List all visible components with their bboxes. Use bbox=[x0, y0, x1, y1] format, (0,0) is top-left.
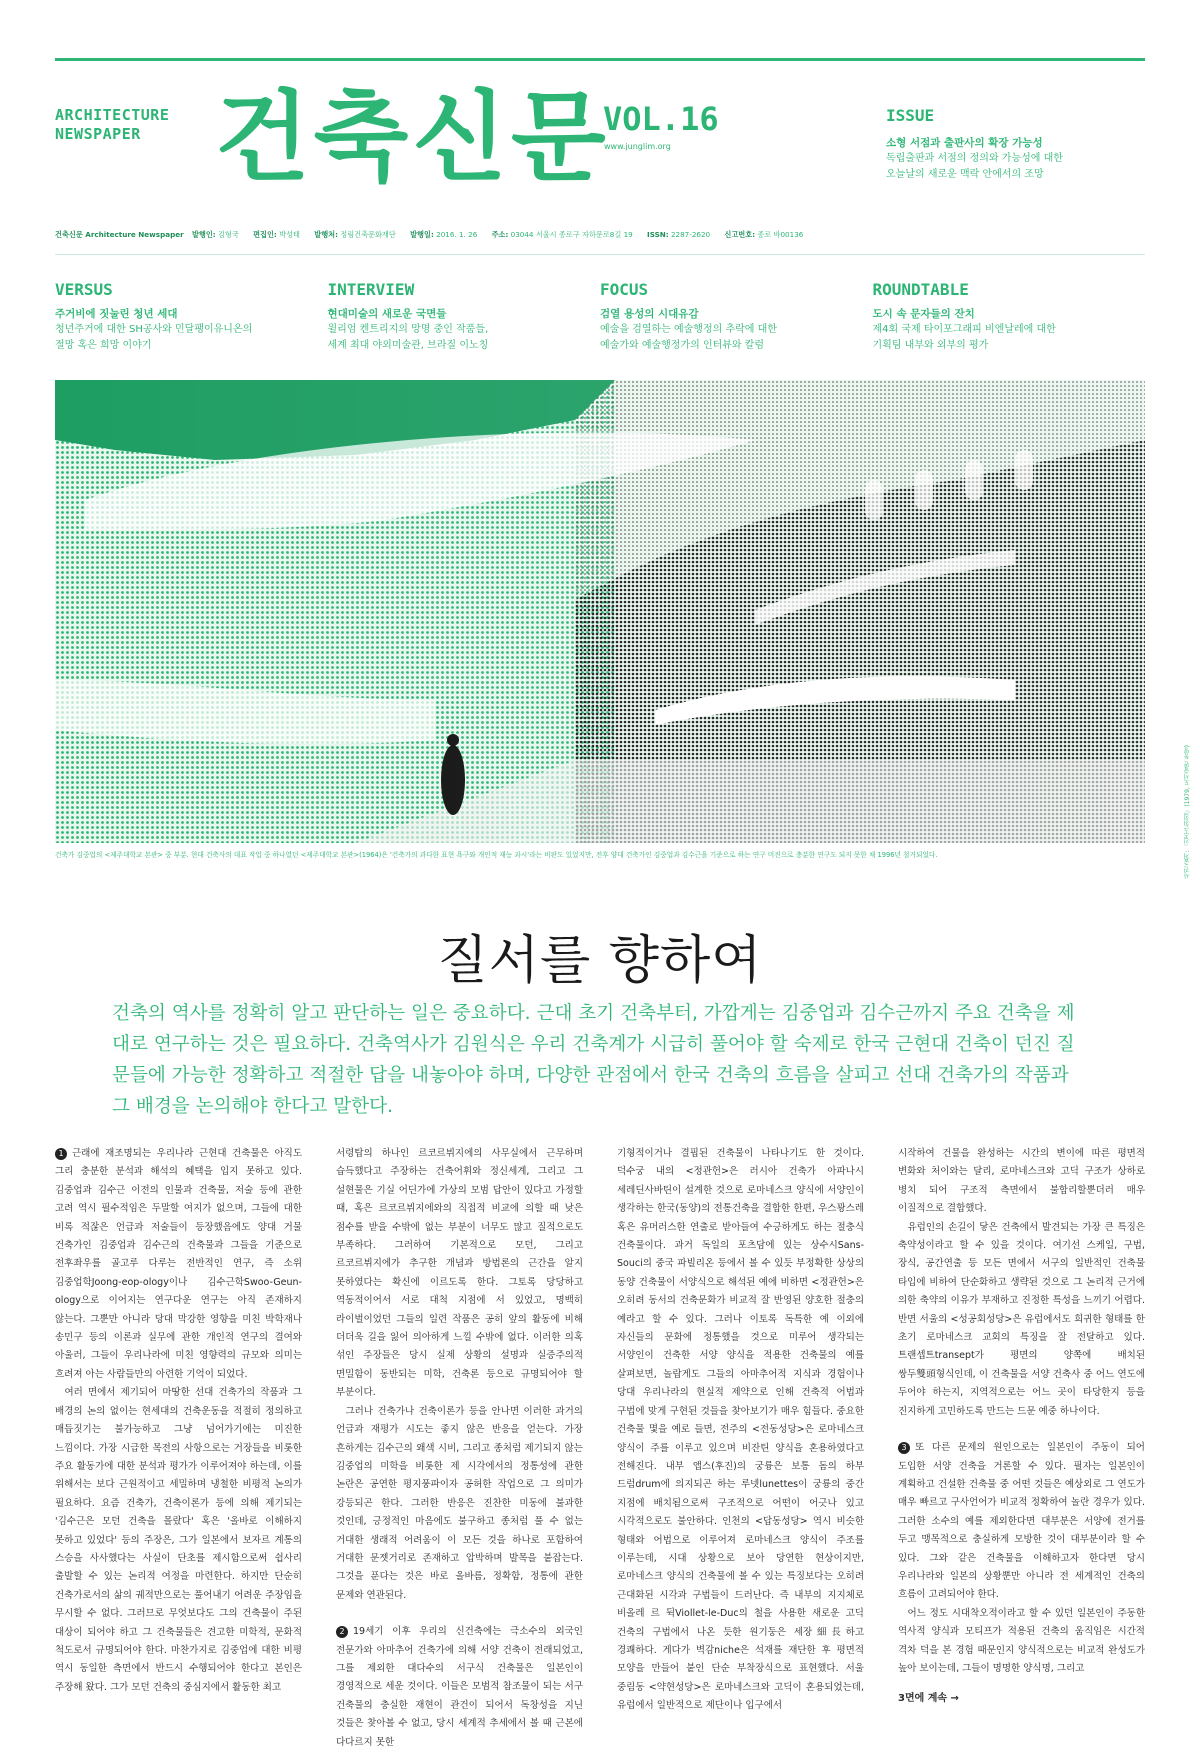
section-subtitle: 도시 속 문자들의 잔치 bbox=[872, 308, 975, 320]
issn: 2287-2620 bbox=[670, 230, 711, 239]
registration-label: 신고번호: bbox=[724, 230, 756, 239]
editor-label: 편집인: bbox=[253, 230, 277, 239]
issue-subtitle: 소형 서점과 출판사의 확장 가능성 bbox=[886, 137, 1043, 149]
photo-caption: 건축가 김중업의 <제주대학교 본관> 중 부분. 현대 건축사의 대표 작업 중 하나였던 <제주대학교 본관>(1964)은 '건축가의 과다한 표현 욕구와 개인적 재능 과시'라는 비판도 있었지만, 전후 양대 건축가인 김중업과 김수근을 기준으로 하는 연구 미진으로 충분한 연구도 되지 못한 채 1996년 철거되었다. bbox=[55, 851, 938, 859]
colophon-title: 건축신문 Architecture Newspaper bbox=[55, 230, 184, 239]
paragraph: 근래에 재조명되는 우리나라 근현대 건축물은 아직도 그리 충분한 분석과 해석의 혜택을 입지 못하고 있다. 김중업과 김수근 이전의 인물과 건축물, 저술 등에 관한 고려 역시 필수적임은 두말할 여지가 없으며, 그들에 대한 비록 적잖은 언급과 저술들이 등장했음에도 양대 거물 건축가인 김중업과 김수근의 건축물과 그들을 기준으로 전후좌우를 골고루 다루는 전반적인 연구, 즉 소위 김중업학Joong-eop-ology이나 김수근학Swoo-Geun-ology으로 이어지는 연구다운 연구는 아직 존재하지 않는다. 그뿐만 아니라 당대 막강한 영향을 미친 박학재나 송민구 등의 이론과 실무에 관한 개인적 연구의 결여와 아울러, 그들이 우리나라에 미친 영향력의 규모와 의미는 흐려져 아는 사람들만의 아련한 기억이 되었다. bbox=[55, 1148, 302, 1380]
issue-box bbox=[886, 106, 1156, 183]
date-label: 발행일: bbox=[410, 230, 434, 239]
registration-number: 종로 바00136 bbox=[757, 230, 804, 239]
paragraph: 서령탑의 하나인 르코르뷔지에의 사무실에서 근무하며 습득했다고 주장하는 건축어휘와 정신세계, 그리고 그 설현물은 기실 어딘가에 가상의 모범 답안이 있다고 가정할 때, 혹은 르코르뷔지에와의 직접적 비교에 의할 때 낮은 점수를 받을 수밖에 없는 부분이 너무도 많고 질적으로도 부족하다. 그러하여 기본적으로 모던, 그리고 르코르뷔지에가 추구한 개념과 방법론의 근간을 알지 못하였다는 확신에 이르도록 한다. 그토록 당당하고 역동적이어서 서로 대척 지점에 서 있었고, 명백히 라이벌이었던 그들의 일련 작품은 공히 앞의 활동에 비해 더더욱 길을 잃어 의아하게 느낄 수밖에 없다. 이러한 의혹 섞인 주장들은 당시 실제 상황의 설명과 실증주의적 면밀함이 동반되는 미학, 건축론 등으로 규명되어야 할 부분이다. bbox=[336, 1148, 583, 1399]
section-line: 제4회 국제 타이포그래피 비엔날레에 대한 bbox=[872, 324, 1056, 335]
publisher: 김형국 bbox=[217, 230, 239, 239]
brand-korean-logo: 건축신문 bbox=[215, 81, 610, 195]
section-heading: INTERVIEW bbox=[327, 280, 415, 299]
issuer-label: 발행처: bbox=[314, 230, 338, 239]
section-line: 예술가와 예술행정가의 인터뷰와 칼럼 bbox=[600, 340, 765, 351]
paragraph: 시작하여 건물을 완성하는 시간의 변이에 따른 평면적 변화와 처이와는 달리, 로마네스크와 고딕 구조가 상하로 병치 되어 구조적 측면에서 불합리할뿐더러 매우 이질적으로 결합했다. bbox=[898, 1148, 1145, 1215]
section-versus[interactable] bbox=[55, 280, 328, 354]
section-line: 예술을 검열하는 예술행정의 추락에 대한 bbox=[600, 324, 777, 335]
paragraph: 유럽인의 손길이 닿은 건축에서 발견되는 가장 큰 특징은 축약성이라고 할 수 있을 것이다. 여기선 스케일, 구법, 장식, 공간연출 등 모든 면에서 서구의 일반적인 건축물 타입에 비하여 단순화하고 생략된 것으로 그 논리적 근거에 의한 축약의 이유가 부재하고 진정한 특성을 느끼기 어렵다. 반면 서울의 <성공회성당>은 유럽에서도 희귀한 형태를 한 초기 로마네스크 교회의 특징을 잘 전달하고 있다. 트랜셉트transept가 평면의 양쪽에 배치된 쌍두雙頭형식인데, 이 건축물을 서양 건축사 중 어느 연도에 두어야 하는지, 지역적으로는 어느 곳이 타당한지 등을 진지하게 고민하도록 만드는 드문 예중 하나이다. bbox=[898, 1221, 1145, 1417]
issuer: 정림건축문화재단 bbox=[340, 230, 396, 239]
issue-body-line1: 독립출판과 서점의 정의와 가능성에 대한 bbox=[886, 153, 1063, 164]
section-focus[interactable] bbox=[600, 280, 873, 354]
issn-label: ISSN: bbox=[647, 230, 669, 239]
brand-en-line1: ARCHITECTURE bbox=[55, 106, 170, 124]
article-lead: 건축의 역사를 정확히 알고 판단하는 일은 중요하다. 근대 초기 건축부터, 가깝게는 김중업과 김수근까지 주요 건축을 제대로 연구하는 것은 필요하다. 건축역사가 김원식은 우리 건축계가 시급히 풀어야 할 숙제로 한국 근현대 건축이 던진 질문들에 가능한 정확하고 적절한 답을 내놓아야 하며, 다양한 관점에서 한국 건축의 흐름을 살피고 선대 건축가의 작품과 그 배경을 논의해야 한다고 말한다. bbox=[112, 1003, 1075, 1117]
section-subtitle: 검열 용성의 시대유감 bbox=[600, 308, 699, 320]
body-column-1 bbox=[55, 1145, 302, 1752]
feature-photo bbox=[55, 380, 1145, 843]
paragraph: 또 다른 문제의 원인으로는 일본인이 주동이 되어 도입한 서양 건축을 거론할 수 있다. 필자는 일본인이 계획하고 건설한 건축물 중 어떤 것들은 예상외로 그 연도가 매우 빠르고 구사언어가 비교적 정확하여 놀란 경우가 있다. 그러한 소수의 예를 제외한다면 대부분은 서양에 전거를 두고 맹목적으로 충실하게 모방한 것이 대부분이라 할 수 있다. 그와 같은 건축물을 이해하고자 한다면 당시 우리나라와 일본의 상황뿐만 아니라 전 세계적인 건축의 흐름이 고려되어야 한다. bbox=[898, 1442, 1145, 1601]
continue-link[interactable]: 3면에 계속 → bbox=[898, 1693, 959, 1705]
section-line: 세계 최대 야외미술관, 브라질 이노칭 bbox=[327, 340, 489, 351]
section-number-badge: 1 bbox=[55, 1148, 67, 1160]
publish-date: 2016. 1. 26 bbox=[436, 230, 478, 239]
paragraph: 여러 면에서 제기되어 마땅한 선대 건축가의 작품과 그 배경의 논의 없이는 현세대의 건축운동을 적절히 정의하고 매듭짓기는 불가능하고 그냥 넘어가기에는 미진한 느낌이다. 가장 시급한 목전의 사항으로는 거장들을 비롯한 주요 활동가에 대한 분석과 평가가 이루어져야 하는데, 이를 위해서는 보다 근원적이고 세밀하며 냉철한 비평적 논의가 필요하다. 요즘 건축가, 건축이론가 등에 의해 제기되는 '김수근은 모던 건축을 몰랐다' 혹은 '올바로 이해하지 못하고 있었다' 등의 주장은, 그가 일본에서 보자르 계통의 스승을 사사했다는 사실이 단초를 제시함으로써 쉽사리 출발할 수 있는 논리적 여정을 마련한다. 하지만 단순히 건축가로서의 삶의 궤적만으로는 풀어내기 어려운 주장임을 무시할 수 없다. 그러므로 무엇보다도 그의 건축물이 주된 대상이 되어야 하고 그 건축물들은 견고한 미학적, 문화적 척도로서 규명되어야 한다. 마찬가지로 김중업에 대한 비평 역시 동일한 측면에서 반드시 수행되어야 한다고 본인은 주장해 왔다. 그가 모던 건축의 중심지에서 활동한 최고 bbox=[55, 1387, 302, 1693]
section-subtitle: 주거비에 짓눌린 청년 세대 bbox=[55, 308, 178, 320]
section-line: 윌리엄 켄트리지의 망명 중인 작품들, bbox=[327, 324, 489, 335]
halftone-building-image bbox=[55, 380, 1145, 843]
publisher-label: 발행인: bbox=[191, 230, 216, 239]
section-line: 기획팀 내부와 외부의 평가 bbox=[872, 340, 989, 351]
address-label: 주소: bbox=[491, 230, 509, 239]
paragraph: 그러나 건축가나 건축이론가 등을 안나면 이러한 과거의 언급과 재평가 시도는 좋지 않은 반응을 얻는다. 가장 흔하게는 김수근의 왜색 시비, 그리고 종처럼 제기되지 않는 김중업의 미학을 비롯한 제 시각에서의 정통성에 관한 논란은 공연한 평지풍파이자 공허한 작업으로 그 의미가 강등되곤 한다. 그러한 반응은 진찬한 미동에 불과한 것인데, 긍정적인 마음에도 불구하고 종처럼 풀 수 없는 거대한 생래적 어려움이 이 모든 것을 하나로 포함하여 거대한 문젯거리로 존재하고 압박하며 발목을 붙잡는다. 그것을 푼다는 것은 바로 올바름, 정확함, 정통에 관한 문제와 연관된다. bbox=[336, 1405, 583, 1601]
section-line: 청년주거에 대한 SH공사와 민달팽이유니온의 bbox=[55, 324, 253, 335]
paragraph: 어느 정도 시대착오적이라고 할 수 있던 일본인이 주동한 역사적 양식과 모티프가 적용된 건축의 움직임은 시간적 격차 덕을 본 경험 때문인지 양식적으로는 비교적 완성도가 높아 보이는데, 그들이 명명한 양식명, 그리고 bbox=[898, 1607, 1145, 1674]
website-url[interactable]: www.junglim.org bbox=[604, 142, 671, 151]
paragraph-gap bbox=[898, 1421, 1145, 1439]
issue-body-line2: 오늘날의 새로운 맥락 안에서의 조망 bbox=[886, 169, 1044, 180]
section-subtitle: 현대미술의 새로운 국면들 bbox=[327, 308, 447, 320]
article-headline: 질서를 향하여 bbox=[437, 931, 763, 991]
issue-heading: ISSUE bbox=[886, 106, 935, 125]
body-column-2 bbox=[336, 1145, 583, 1752]
article-body bbox=[55, 1145, 1145, 1752]
paragraph: 기형적이거나 결핍된 건축물이 나타나기도 한 것이다. 덕수궁 내의 <정관헌>은 러시아 건축가 아파나시 세레딘사바틴이 설계한 것으로 로마네스크 양식에 서양인이 생각하는 한국(동양)의 전통건축을 결합한 한편, 우스꽝스레 혹은 유머러스한 연출로 받아들여 수긍하게도 하는 절충식 건축물이다. 과거 독일의 포츠담에 있는 상수시Sans-Souci의 중국 파빌리온 등에서 볼 수 있듯 부정확한 상상의 동양 건축물이 서양식으로 해석된 예에 비하면 <정관헌>은 오히려 동서의 건축문화가 비교적 잘 반영된 양호한 절충의 예라고 할 수 있다. 그러나 이토록 독특한 예 이외에 자신들의 문화에 정통했을 것으로 미루어 생각되는 서양인이 건축한 서양 양식을 적용한 건축물의 예를 살펴보면, 놀랍게도 그들의 아마추어적 지식과 경험이나 당대 우리나라의 현실적 제약으로 인해 건축적 어법과 구법에 맞게 구현된 것들을 찾아보기가 매우 힘들다. 중요한 건축물 몇을 예로 들면, 전주의 <전동성당>은 로마네스크 양식이 주를 이루고 있으며 비잔틴 양식을 혼용하였다고 전해진다. 내부 앱스(후진)의 궁륭은 보통 돔의 하부 드럼drum에 의지되곤 하는 루넷lunettes이 궁륭의 중간 지점에 배치됨으로써 구조적으로 어떤이 어긋나 있고 시각적으로도 불안하다. 인천의 <답동성당> 역시 비슷한 형태와 어법으로 이루어져 로마네스크 양식이 주조를 이루는데, 시대 상황으로 보아 당연한 현상이지만, 로마네스크 양식의 건축물에 볼 수 있는 특징보다는 오히려 근대화된 시각과 구법들이 드러난다. 즉 내부의 지지체로 비올레 르 뒥Viollet-le-Duc의 철을 사용한 새로운 고딕 건축의 구법에서 나온 듯한 원기둥은 세장細長하고 경쾌하다. 게다가 벽감niche은 석재를 재단한 후 평면적 모양을 만들어 붙인 단순 부착장식으로 표현했다. 서울 중림동 <약현성당>은 로마네스크와 고딕이 혼용되었는데, 유럽에서 일반적으로 제단이나 입구에서 bbox=[617, 1148, 864, 1712]
colophon bbox=[55, 230, 1145, 240]
brand-english bbox=[55, 106, 169, 144]
editor: 박성태 bbox=[279, 230, 300, 239]
section-heading: VERSUS bbox=[55, 280, 113, 299]
section-number-badge: 3 bbox=[898, 1442, 910, 1454]
section-heading: FOCUS bbox=[600, 280, 649, 299]
volume-number: VOL.16 bbox=[603, 100, 719, 138]
address: 03044 서울시 종로구 자하문로8길 19 bbox=[510, 230, 633, 239]
section-teasers bbox=[55, 280, 1145, 354]
paragraph: 19세기 이후 우리의 신건축에는 극소수의 외국인 전문가와 아마추어 건축가에 의해 서양 건축이 전래되었고, 그를 제외한 대다수의 서구식 건축물은 일본인이 경영적으로 세운 것이다. 이들은 모범적 참조물이 되는 서구 건축물의 충실한 재현이 관건이 되어서 독창성을 지닌 것들은 찾아볼 수 없고, 당시 세계적 추세에서 볼 때 근본에 다다르지 못한 bbox=[336, 1626, 583, 1748]
section-roundtable[interactable] bbox=[873, 280, 1146, 354]
body-column-4 bbox=[898, 1145, 1145, 1752]
section-line: 절망 혹은 희망 이야기 bbox=[55, 340, 152, 351]
top-rule bbox=[55, 58, 1145, 61]
section-heading: ROUNDTABLE bbox=[872, 280, 969, 299]
body-column-3 bbox=[617, 1145, 864, 1752]
photo-credit: 사진 출처: 『김수근전집』(1979, 도서출판 동양) bbox=[1184, 745, 1191, 879]
section-number-badge: 2 bbox=[336, 1626, 348, 1638]
masthead-divider bbox=[55, 254, 1145, 255]
brand-en-line2: NEWSPAPER bbox=[55, 125, 141, 143]
paragraph-gap bbox=[336, 1605, 583, 1623]
section-interview[interactable] bbox=[328, 280, 601, 354]
